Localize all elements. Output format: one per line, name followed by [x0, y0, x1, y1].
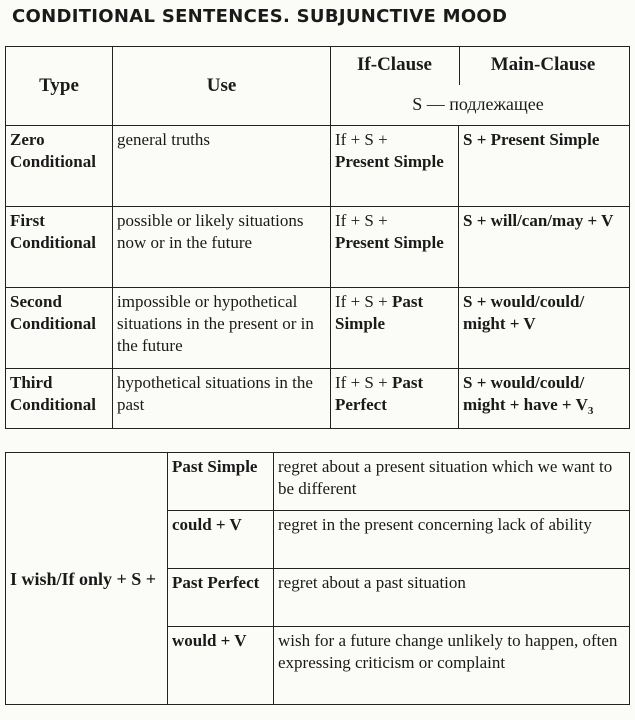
- form-cell: would + V: [168, 627, 274, 705]
- header-main-clause: Main-Clause: [459, 47, 626, 85]
- table-row: [6, 369, 630, 429]
- header-subject-note: S — подлежащее: [412, 94, 544, 114]
- use-cell: possible or likely situations now or in the future: [113, 207, 331, 288]
- use-cell: hypothetical situations in the past: [113, 369, 331, 429]
- table-row: [6, 453, 630, 511]
- header-if-clause: If-Clause: [357, 54, 432, 75]
- wish-table: [5, 452, 630, 705]
- meaning-cell: regret about a present situation which we want to be different: [274, 453, 630, 511]
- main-clause-cell: S + will/can/may + V: [459, 207, 630, 288]
- header-clauses: [331, 47, 630, 126]
- if-clause-cell: If + S + Past Perfect: [331, 369, 459, 429]
- table-row: [6, 288, 630, 369]
- conditionals-table: [5, 46, 630, 429]
- header-use: Use: [113, 47, 331, 126]
- header-type: Type: [6, 47, 113, 126]
- type-cell: Zero Conditional: [6, 126, 113, 207]
- main-clause-cell: S + would/could/ might + V: [459, 288, 630, 369]
- table-row: [6, 207, 630, 288]
- type-cell: First Conditional: [6, 207, 113, 288]
- form-cell: could + V: [168, 511, 274, 569]
- table-header-row: [6, 47, 630, 126]
- meaning-cell: regret in the present concerning lack of ability: [274, 511, 630, 569]
- main-clause-cell: S + Present Simple: [459, 126, 630, 207]
- meaning-cell: regret about a past situation: [274, 569, 630, 627]
- wish-cell: I wish/If only + S +: [6, 453, 168, 705]
- form-cell: Past Simple: [168, 453, 274, 511]
- table-row: [6, 126, 630, 207]
- type-cell: Third Conditional: [6, 369, 113, 429]
- if-clause-cell: If + S + Past Simple: [331, 288, 459, 369]
- form-cell: Past Perfect: [168, 569, 274, 627]
- type-cell: Second Conditional: [6, 288, 113, 369]
- if-clause-cell: If + S + Present Simple: [331, 126, 459, 207]
- main-clause-cell: S + would/could/ might + have + $V_3$: [459, 369, 630, 429]
- if-clause-cell: If + S + Present Simple: [331, 207, 459, 288]
- use-cell: general truths: [113, 126, 331, 207]
- page-title: CONDITIONAL SENTENCES. SUBJUNCTIVE MOOD: [12, 6, 508, 27]
- use-cell: impossible or hypothetical situations in the present or in the future: [113, 288, 331, 369]
- meaning-cell: wish for a future change unlikely to happen, often expressing criticism or complaint: [274, 627, 630, 705]
